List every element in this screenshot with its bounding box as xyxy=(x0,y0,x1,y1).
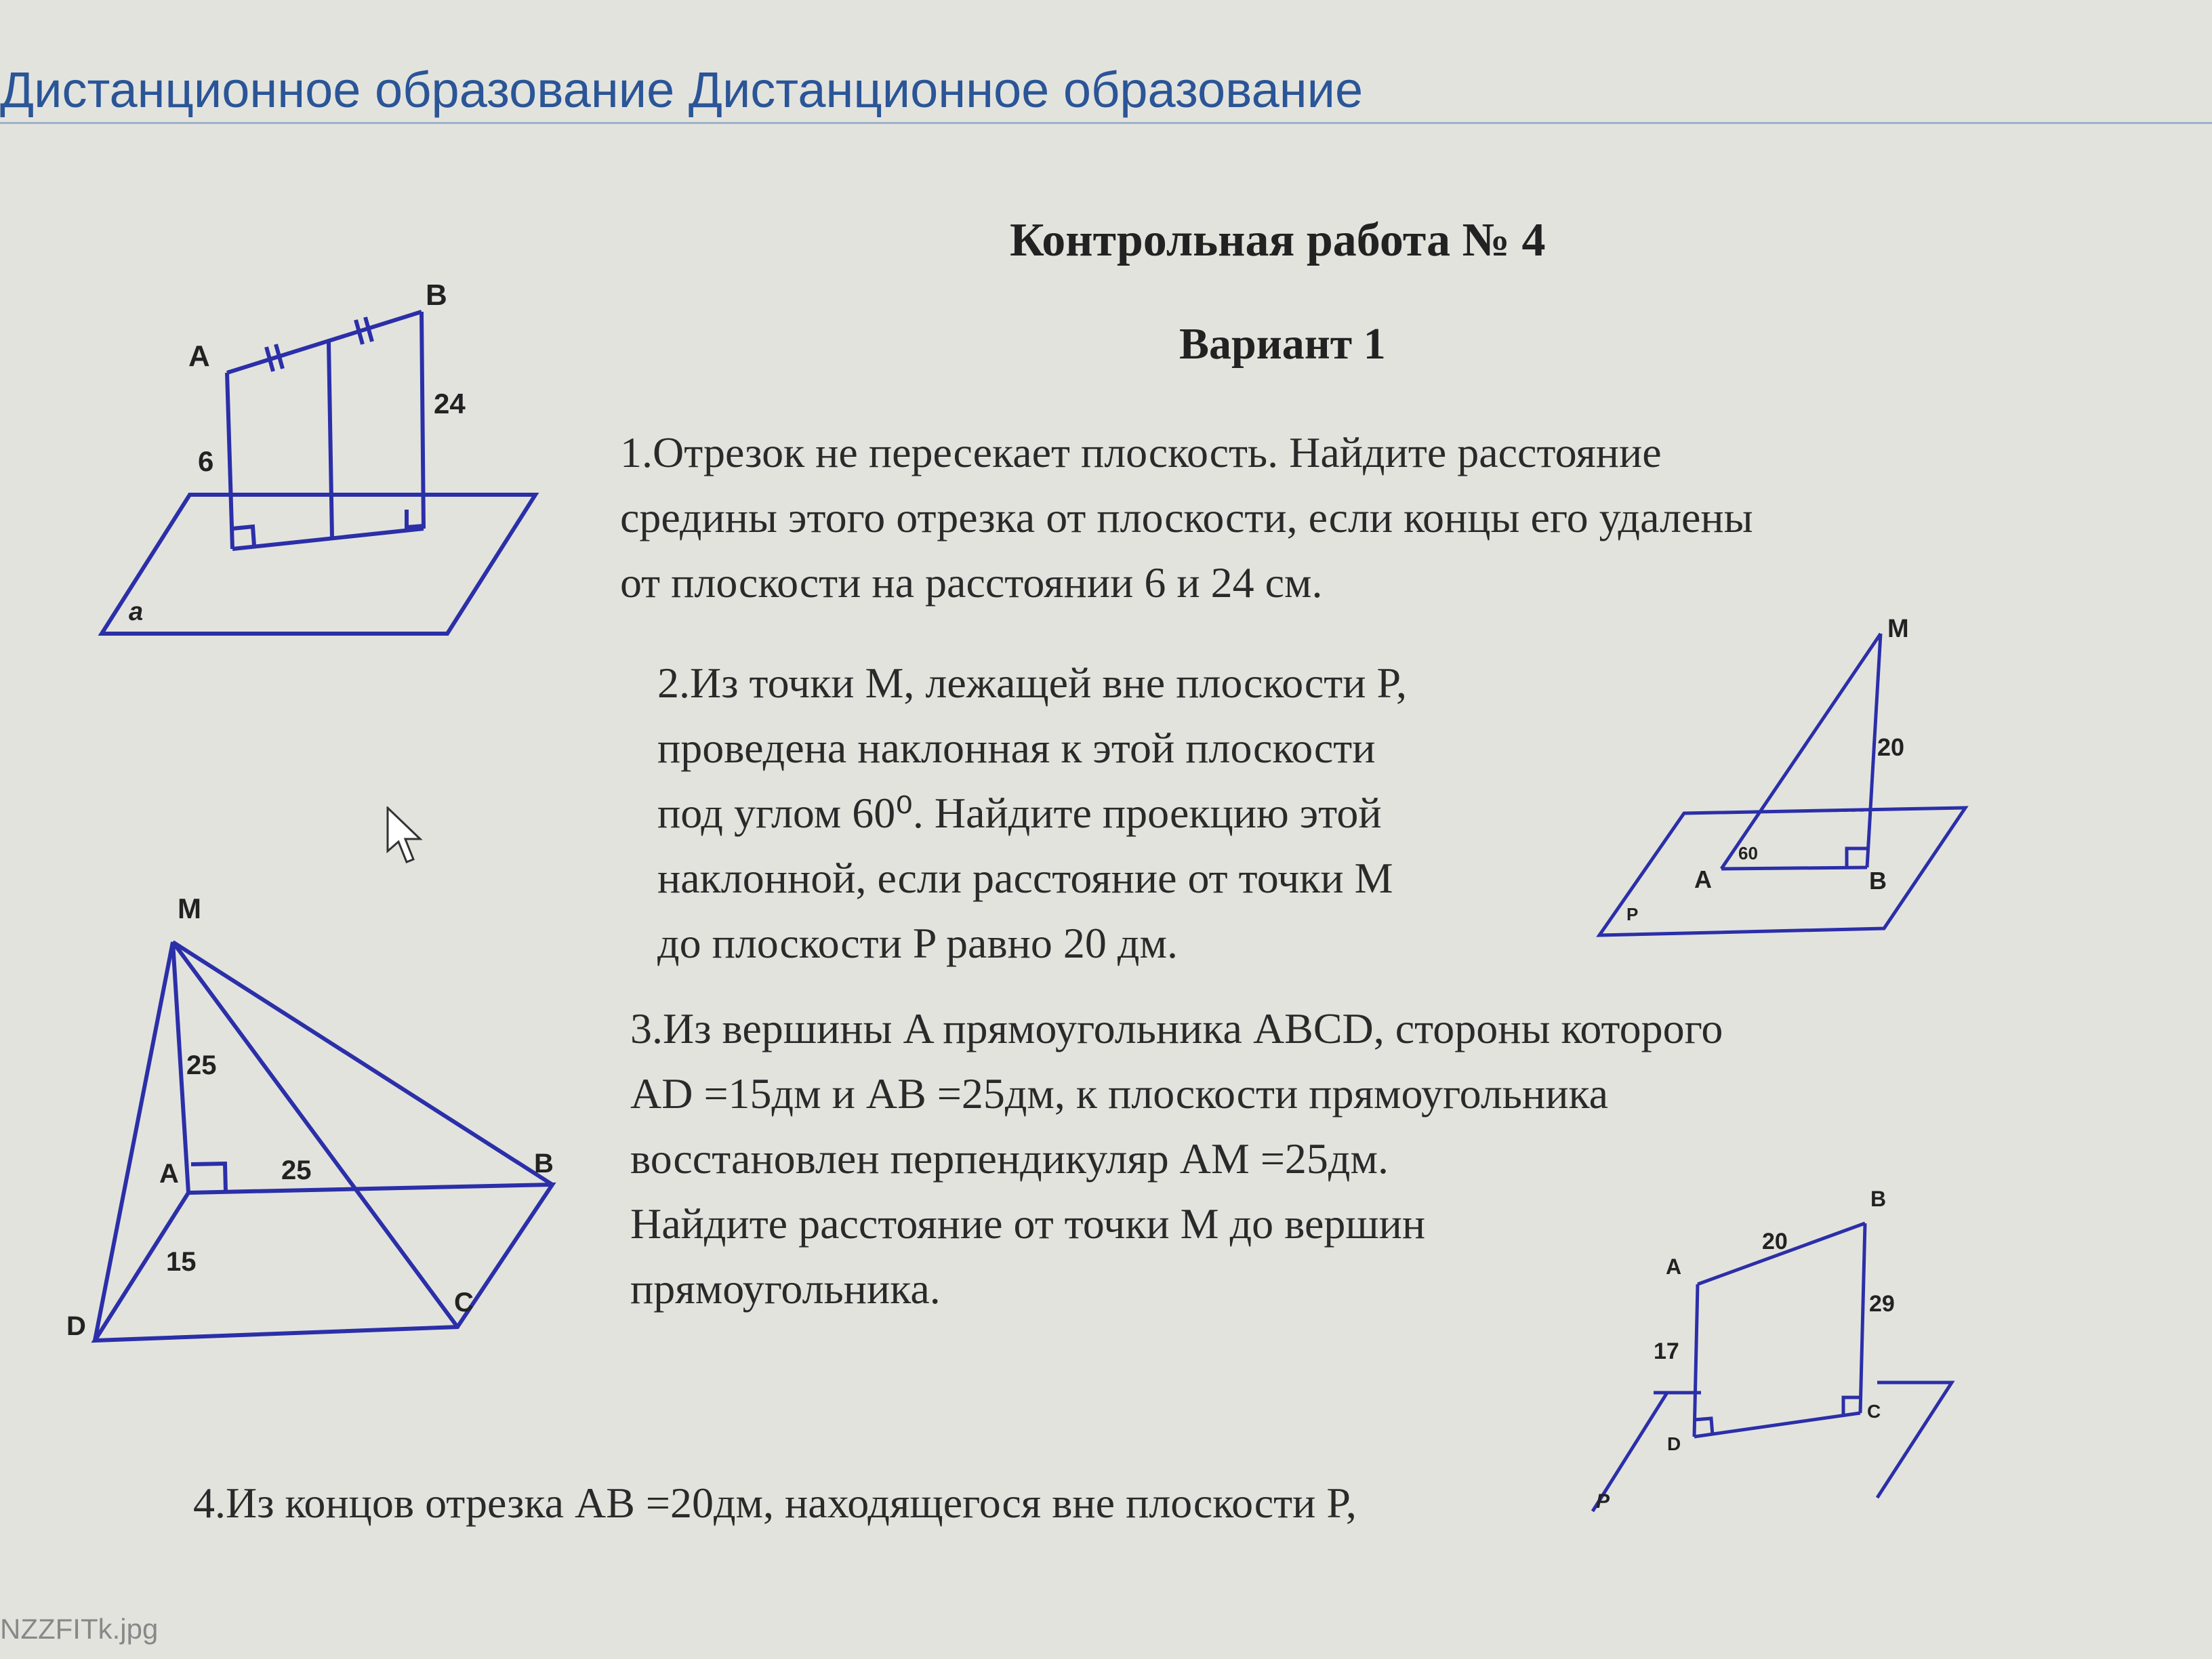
label-29: 29 xyxy=(1869,1291,1895,1317)
label-b: B xyxy=(1870,1187,1887,1211)
label-plane: a xyxy=(129,598,144,626)
label-p: P xyxy=(1626,904,1639,924)
label-d: D xyxy=(1667,1433,1681,1454)
problem-2-line: наклонной, если расстояние от точки M xyxy=(657,854,1393,902)
file-name-label[interactable]: NZZFITk.jpg xyxy=(0,1613,159,1645)
label-6: 6 xyxy=(198,445,214,477)
label-25-am: 25 xyxy=(186,1050,217,1080)
problem-3-line: восстановлен перпендикуляр AM =25дм. xyxy=(630,1134,1389,1183)
mouse-pointer-icon xyxy=(386,806,427,867)
perpendicular-bc xyxy=(1860,1223,1865,1413)
site-title[interactable]: Дистанционное образование Дистанционное образование xyxy=(0,62,1364,118)
label-m: M xyxy=(1887,615,1909,643)
label-d: D xyxy=(66,1311,86,1341)
label-15: 15 xyxy=(166,1247,197,1277)
label-c: C xyxy=(454,1288,474,1317)
problem-3-line: 3.Из вершины A прямоугольника ABCD, стороны которого xyxy=(630,1004,1723,1052)
projection-dc xyxy=(1694,1413,1860,1437)
problem-2-line: до плоскости P равно 20 дм. xyxy=(657,919,1178,967)
label-20: 20 xyxy=(1762,1229,1788,1254)
label-a: A xyxy=(1666,1254,1682,1279)
problem-1-line: средины этого отрезка от плоскости, если концы его удалены xyxy=(620,493,1753,541)
variant-title: Вариант 1 xyxy=(1179,319,1386,369)
problem-1-line: от плоскости на расстоянии 6 и 24 см. xyxy=(620,558,1323,607)
label-25-ab: 25 xyxy=(281,1155,312,1185)
label-24: 24 xyxy=(434,388,466,419)
problem-3-line: Найдите расстояние от точки M до вершин xyxy=(630,1200,1426,1248)
label-p: P xyxy=(1596,1490,1610,1513)
problem-4: 4.Из концов отрезка AB =20дм, находящегося вне плоскости P, xyxy=(193,1479,1357,1527)
label-b: B xyxy=(1869,867,1887,895)
test-title: Контрольная работа № 4 xyxy=(1010,214,1546,266)
label-m: M xyxy=(178,893,201,924)
problem-3-line: AD =15дм и AB =25дм, к плоскости прямоугольника xyxy=(630,1069,1608,1118)
label-a: A xyxy=(1694,865,1712,893)
label-b: B xyxy=(426,279,447,312)
problem-3-line: прямоугольника. xyxy=(630,1265,941,1313)
label-b: B xyxy=(534,1149,554,1179)
label-17: 17 xyxy=(1654,1338,1679,1364)
problem-2-line: под углом 60⁰. Найдите проекцию этой xyxy=(657,789,1382,837)
label-a: A xyxy=(188,340,210,373)
problem-2-line: 2.Из точки M, лежащей вне плоскости P, xyxy=(657,659,1407,707)
label-20: 20 xyxy=(1877,733,1905,761)
label-60: 60 xyxy=(1738,843,1758,863)
label-a: A xyxy=(159,1159,179,1189)
problem-1-line: 1.Отрезок не пересекает плоскость. Найдите расстояние xyxy=(620,428,1662,476)
problem-2-line: проведена наклонная к этой плоскости xyxy=(657,724,1376,772)
perpendicular-ad xyxy=(1694,1284,1698,1437)
label-c: C xyxy=(1867,1401,1881,1422)
plane-right-edge xyxy=(1877,1382,1952,1498)
